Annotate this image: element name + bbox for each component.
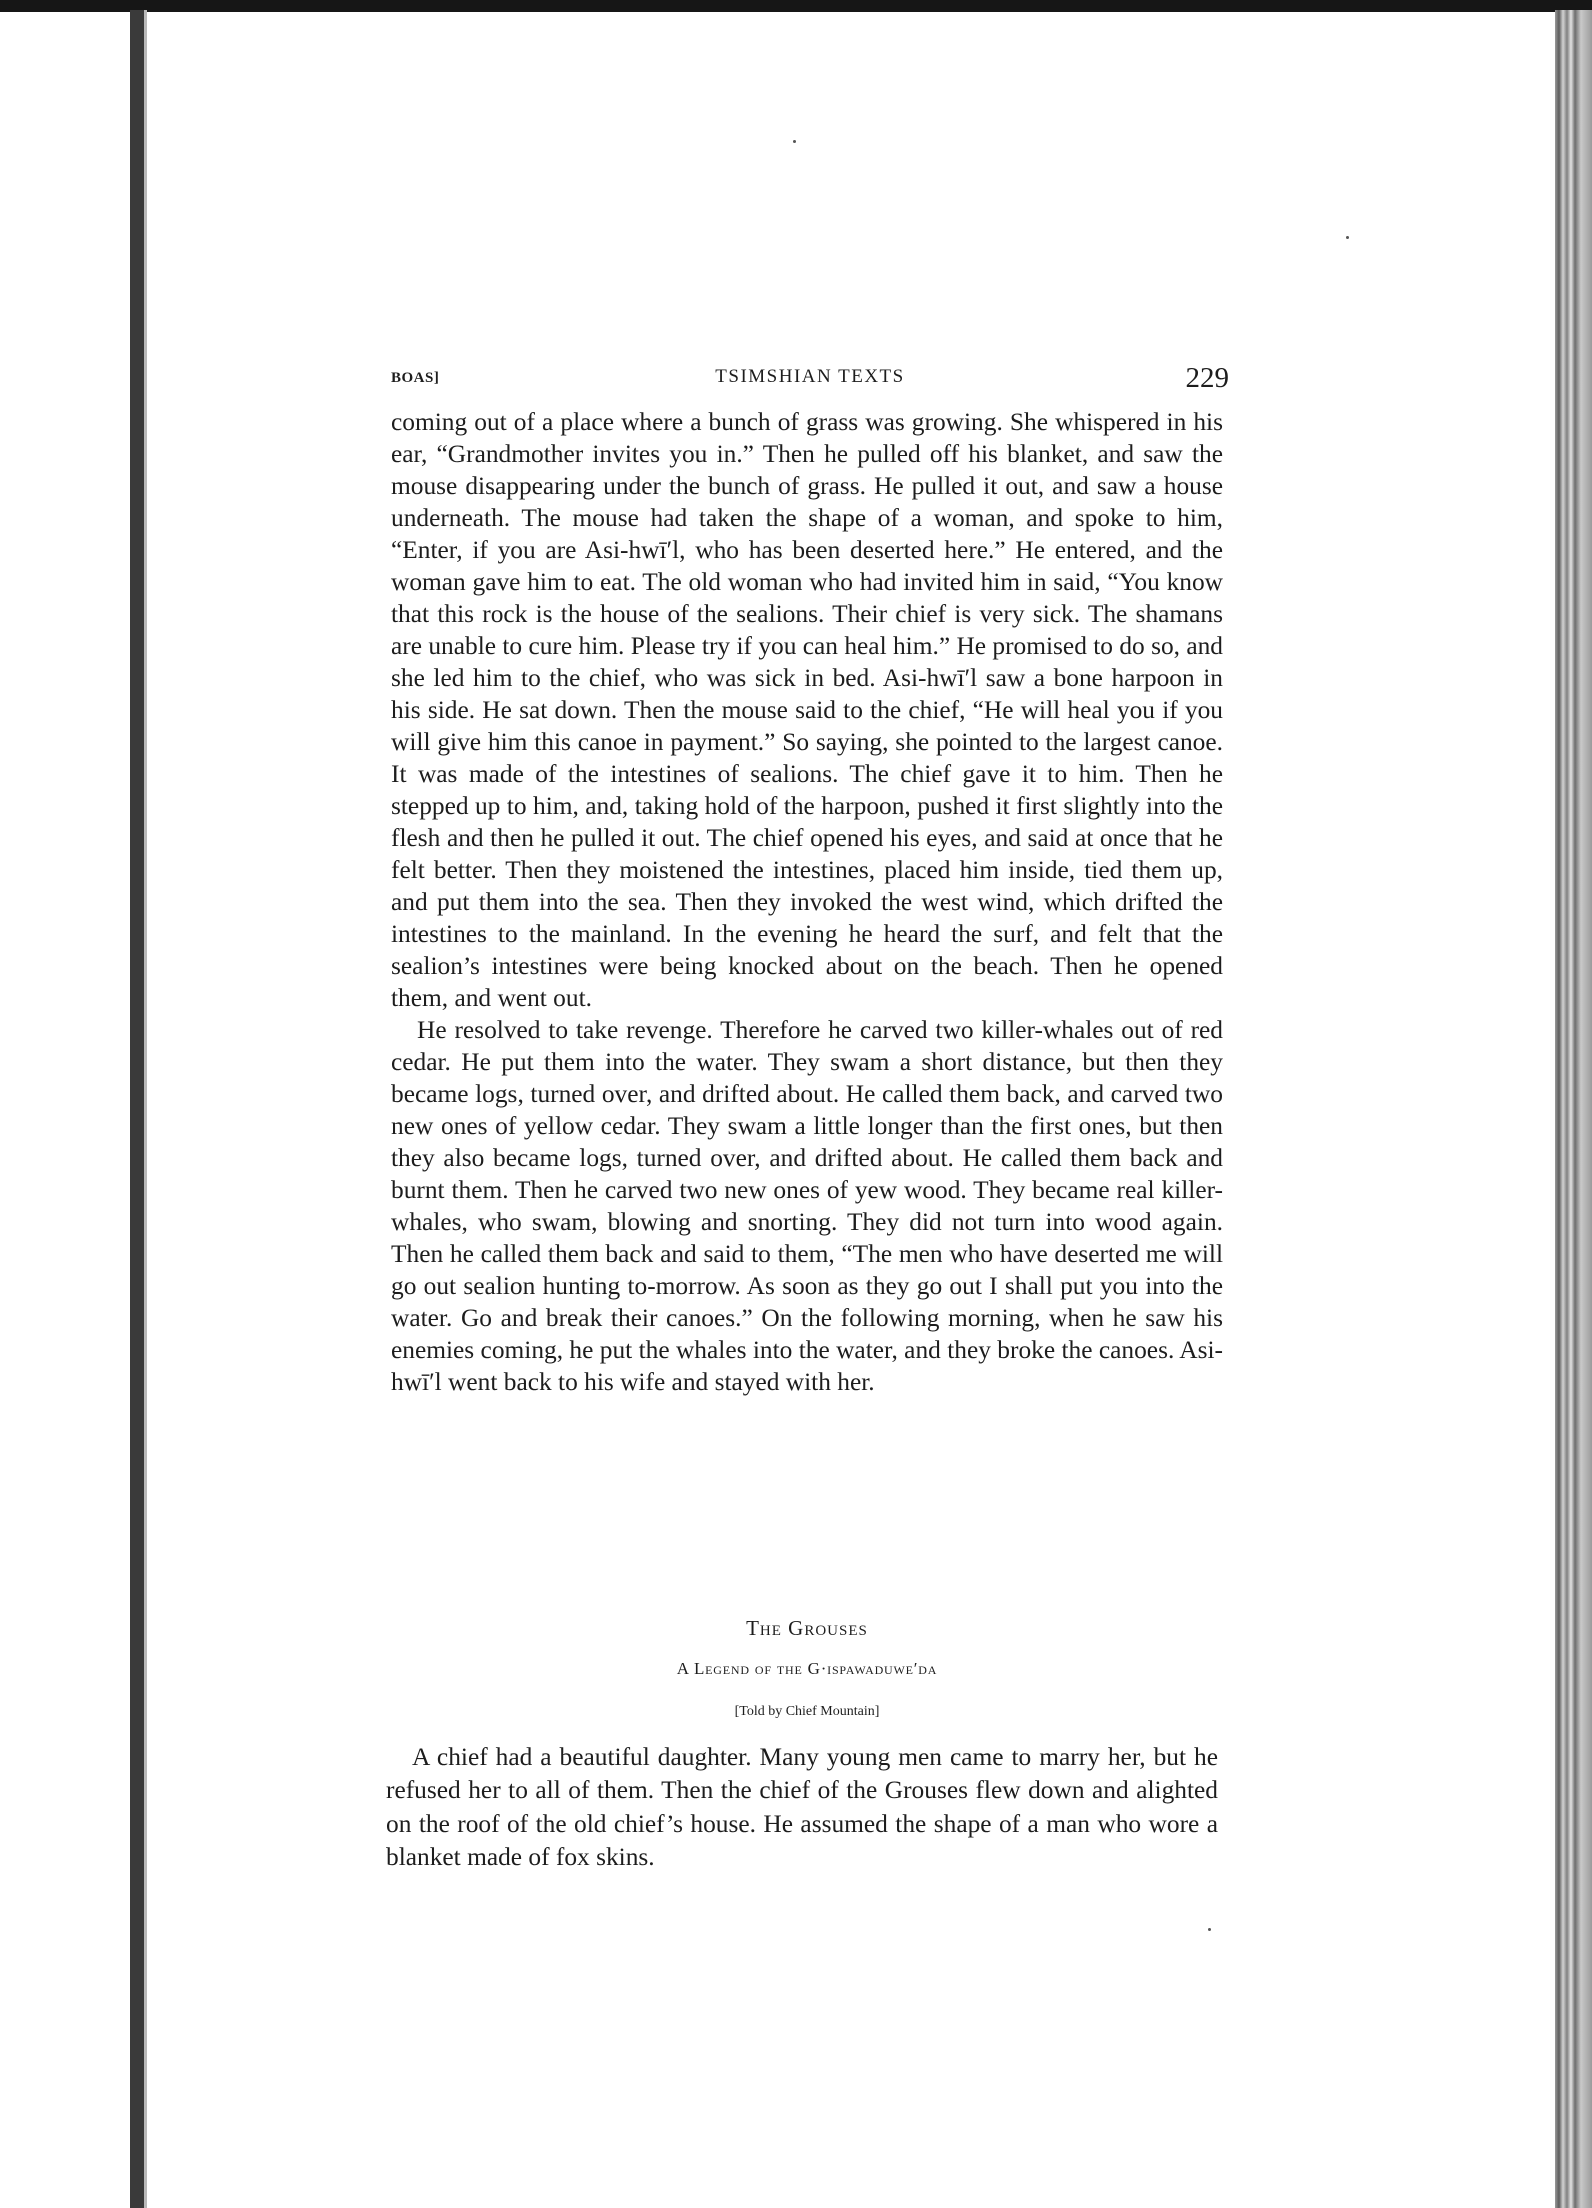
main-text <box>391 406 1223 1398</box>
book-title-running-head: TSIMSHIAN TEXTS <box>715 366 905 387</box>
dust-speck <box>1346 236 1349 239</box>
book-spine-shadow <box>130 10 144 2208</box>
paragraph: coming out of a place where a bunch of grass was growing. She whispered in his ear, “Grandmother invites you in.” Then he pulled off his blanket, and saw the mouse disappearing under the bunch of grass. He pulled it out, and saw a house underneath. The mouse had taken the shape of a woman, and spoke to him, “Enter, if you are Asi-hwī′l, who has been deserted here.” He entered, and the woman gave him to eat. The old woman who had invited him in said, “You know that this rock is the house of the sealions. Their chief is very sick. The shamans are unable to cure him. Please try if you can heal him.” He promised to do so, and she led him to the chief, who was sick in bed. Asi-hwī′l saw a bone harpoon in his side. He sat down. Then the mouse said to the chief, “He will heal you if you will give him this canoe in payment.” So saying, she pointed to the largest canoe. It was made of the intestines of sealions. The chief gave it to him. Then he stepped up to him, and, taking hold of the harpoon, pushed it first slightly into the flesh and then he pulled it out. The chief opened his eyes, and said at once that he felt better. Then they moistened the intestines, placed him inside, tied them up, and put them into the sea. Then they invoked the west wind, which drifted the intestines to the mainland. In the evening he heard the surf, and felt that the sealion’s intestines were being knocked about on the beach. Then he opened them, and went out. <box>391 408 1224 1012</box>
author-running-head: BOAS] <box>391 370 440 386</box>
dust-speck <box>793 140 796 143</box>
section-subtitle: A Legend of the G·ispawaduwe′da <box>676 1659 938 1678</box>
paragraph: A chief had a beautiful daughter. Many young men came to marry her, but he refused her to all of them. Then the chief of the Grouses flew down and alighted on the roof of the old chief’s house. He assumed the shape of a man who wore a blanket made of fox skins. <box>386 1743 1218 1872</box>
running-header <box>391 362 1229 402</box>
dust-speck <box>1208 1928 1211 1931</box>
section-text <box>386 1741 1218 1875</box>
paragraph: He resolved to take revenge. Therefore he carved two killer-whales out of red cedar. He put them into the water. They swam a short distance, but then they became logs, turned over, and drifted about. He called them back, and carved two new ones of yellow cedar. They swam a little longer than the first ones, but then they also became logs, turned over, and drifted about. He called them back and burnt them. Then he carved two new ones of yew wood. They became real killer-whales, who swam, blowing and snorting. They did not turn into wood again. Then he called them back and said to them, “The men who have deserted me will go out sealion hunting to-morrow. As soon as they go out I shall put you into the water. Go and break their canoes.” On the following morning, when he saw his enemies coming, he put the whales into the water, and they broke the canoes. Asi-hwī′l went back to his wife and stayed with her. <box>391 1016 1223 1396</box>
book-spine-highlight <box>144 10 147 2208</box>
section-attribution: [Told by Chief Mountain] <box>734 1704 880 1719</box>
page-edges <box>1555 10 1592 2208</box>
scan-top-edge <box>0 0 1592 12</box>
page-number: 229 <box>1185 362 1229 394</box>
section-title: The Grouses <box>746 1616 868 1640</box>
